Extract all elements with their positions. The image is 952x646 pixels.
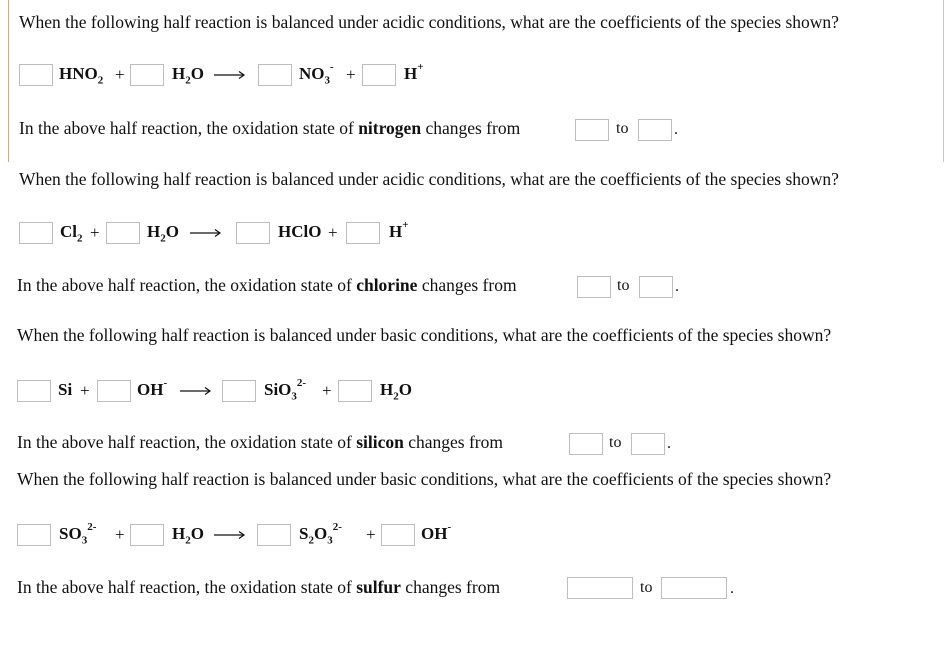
q2-species-h2o: $H_2O$ [147, 222, 179, 245]
q4-coef-s2o3-input[interactable] [257, 524, 291, 546]
q2-species-hclo: HClO [278, 222, 322, 241]
question-1-prompt: When the following half reaction is balanced under acidic conditions, what are the coefficients of the species shown? [19, 12, 839, 32]
q1-coef-h-input[interactable] [362, 64, 396, 86]
q3-coef-oh-input[interactable] [97, 380, 131, 402]
period: . [674, 121, 678, 138]
q1-coef-hno2-input[interactable] [19, 64, 53, 86]
q4-species-oh-minus: OH- [421, 521, 452, 543]
reaction-arrow-icon [214, 70, 246, 80]
q4-species-so3: $SO_3^{2-}$ [59, 521, 97, 547]
q3-species-h2o: $H_2O$ [380, 380, 412, 403]
q1-coef-h2o-input[interactable] [130, 64, 164, 86]
reaction-arrow-icon [190, 228, 222, 238]
q2-coef-h-input[interactable] [346, 222, 380, 244]
q4-ox-to-input[interactable] [661, 577, 727, 599]
q2-ox-from-input[interactable] [577, 276, 611, 298]
to-label: to [609, 434, 622, 451]
to-label: to [616, 120, 629, 137]
q1-species-h2o: $H_2O$ [172, 64, 204, 87]
period: . [675, 278, 679, 295]
plus-sign: + [366, 525, 376, 544]
q1-species-no3: $NO_3^-$ [299, 61, 334, 87]
q3-ox-to-input[interactable] [631, 433, 665, 455]
to-label: to [640, 579, 653, 596]
q4-species-h2o: $H_2O$ [172, 524, 204, 547]
plus-sign: + [115, 525, 125, 544]
q3-coef-si-input[interactable] [17, 380, 51, 402]
period: . [730, 580, 734, 597]
q2-coef-hclo-input[interactable] [236, 222, 270, 244]
q3-coef-sio3-input[interactable] [222, 380, 256, 402]
q2-species-cl2: $Cl_2$ [60, 222, 83, 245]
to-label: to [617, 277, 630, 294]
q4-ox-from-input[interactable] [567, 577, 633, 599]
q3-species-si: Si [58, 380, 73, 399]
plus-sign: + [328, 223, 338, 242]
q4-coef-h2o-input[interactable] [130, 524, 164, 546]
q1-species-h-plus: H+ [404, 61, 424, 83]
question-4-prompt: When the following half reaction is balanced under basic conditions, what are the coefficients of the species shown? [17, 469, 832, 489]
question-3-prompt: When the following half reaction is balanced under basic conditions, what are the coefficients of the species shown? [17, 325, 832, 345]
plus-sign: + [346, 65, 356, 84]
period: . [667, 435, 671, 452]
q2-species-h-plus: H+ [389, 219, 409, 241]
q1-coef-no3-input[interactable] [258, 64, 292, 86]
question-2-prompt: When the following half reaction is balanced under acidic conditions, what are the coefficients of the species shown? [19, 169, 839, 189]
q1-ox-to-input[interactable] [638, 119, 672, 141]
q3-oxidation-text: In the above half reaction, the oxidation state of silicon changes from [17, 432, 503, 452]
q2-oxidation-text: In the above half reaction, the oxidation state of chlorine changes from [17, 275, 517, 295]
q4-coef-oh-input[interactable] [381, 524, 415, 546]
q1-oxidation-text: In the above half reaction, the oxidation state of nitrogen changes from [19, 118, 521, 138]
q1-ox-from-input[interactable] [575, 119, 609, 141]
plus-sign: + [80, 381, 90, 400]
q4-coef-so3-input[interactable] [17, 524, 51, 546]
reaction-arrow-icon [214, 530, 246, 540]
q4-species-s2o3: $S_2O_3^{2-}$ [299, 521, 342, 547]
q3-species-oh-minus: OH- [137, 377, 168, 399]
plus-sign: + [90, 223, 100, 242]
q2-ox-to-input[interactable] [639, 276, 673, 298]
q4-oxidation-text: In the above half reaction, the oxidation state of sulfur changes from [17, 577, 501, 597]
reaction-arrow-icon [180, 386, 212, 396]
q3-species-sio3: SiO$_3^{2-}$ [264, 377, 307, 403]
plus-sign: + [322, 381, 332, 400]
q3-ox-from-input[interactable] [569, 433, 603, 455]
q1-species-hno2: $HNO_2$ [59, 64, 104, 87]
q3-coef-h2o-input[interactable] [338, 380, 372, 402]
q2-coef-h2o-input[interactable] [106, 222, 140, 244]
q2-coef-cl2-input[interactable] [19, 222, 53, 244]
plus-sign: + [115, 65, 125, 84]
